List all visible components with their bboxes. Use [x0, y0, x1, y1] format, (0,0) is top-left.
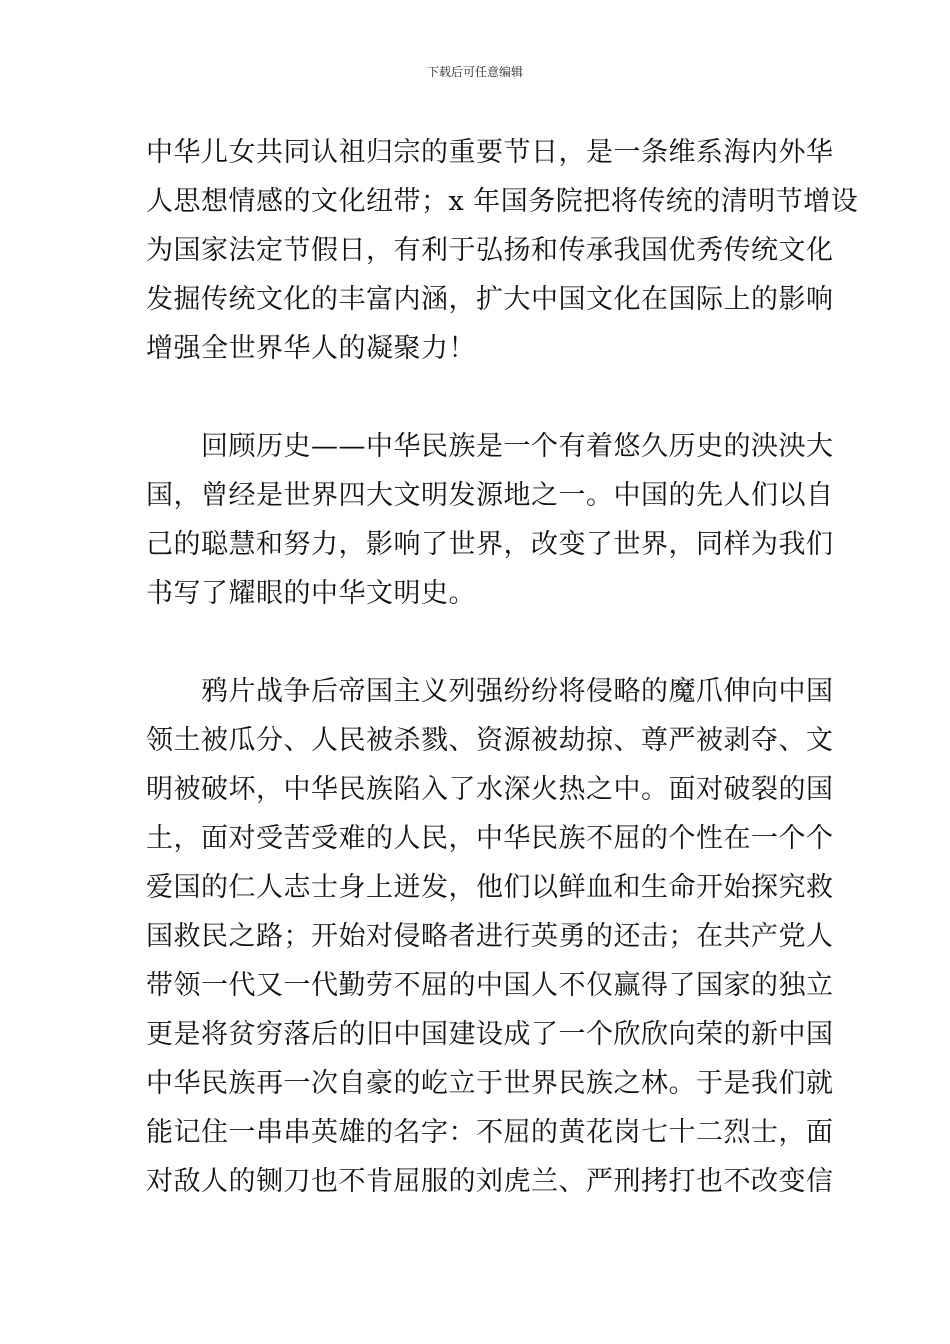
- text-line: 爱国的仁人志士身上迸发，他们以鲜血和生命开始探究救: [146, 872, 834, 903]
- text-line: 鸦片战争后帝国主义列强纷纷将侵略的魔爪伸向中国: [146, 676, 834, 707]
- text-line: 更是将贫穷落后的旧中国建设成了一个欣欣向荣的新中国: [146, 1019, 834, 1050]
- paragraph-3: [146, 667, 834, 1206]
- page-header: 下载后可任意编辑: [426, 65, 523, 79]
- text-line: 明被破坏，中华民族陷入了水深火热之中。面对破裂的国: [146, 774, 834, 805]
- text-line: 书写了耀眼的中华文明史。: [146, 578, 476, 609]
- text-line: 中华儿女共同认祖归宗的重要节日，是一条维系海内外华: [146, 137, 834, 168]
- text-line: 土，面对受苦受难的人民，中华民族不屈的个性在一个个: [146, 823, 834, 854]
- paragraph-spacer: [146, 618, 810, 667]
- text-line: 增强全世界华人的凝聚力！: [146, 333, 476, 364]
- text-line: 己的聪慧和努力，影响了世界，改变了世界，同样为我们: [146, 529, 834, 560]
- text-line: 国，曾经是世界四大文明发源地之一。中国的先人们以自: [146, 480, 834, 511]
- paragraph-spacer: [146, 373, 810, 422]
- paragraph-1: [146, 128, 859, 373]
- text-line: 能记住一串串英雄的名字：不屈的黄花岗七十二烈士，面: [146, 1117, 834, 1148]
- text-line: 回顾历史——中华民族是一个有着悠久历史的泱泱大: [146, 431, 834, 462]
- paragraph-2: [146, 422, 834, 618]
- text-line: 领土被瓜分、人民被杀戮、资源被劫掠、尊严被剥夺、文: [146, 725, 834, 756]
- text-line: 人思想情感的文化纽带；x 年国务院把将传统的清明节增设: [146, 186, 859, 217]
- text-line: 中华民族再一次自豪的屹立于世界民族之林。于是我们就: [146, 1068, 834, 1099]
- text-line: 对敌人的铡刀也不肯屈服的刘虎兰、严刑拷打也不改变信: [146, 1166, 834, 1197]
- text-line: 发掘传统文化的丰富内涵，扩大中国文化在国际上的影响: [146, 284, 834, 315]
- text-line: 为国家法定节假日，有利于弘扬和传承我国优秀传统文化: [146, 235, 834, 266]
- text-line: 国救民之路；开始对侵略者进行英勇的还击；在共产党人: [146, 921, 834, 952]
- text-line: 带领一代又一代勤劳不屈的中国人不仅赢得了国家的独立: [146, 970, 834, 1001]
- document-body: [146, 128, 859, 1206]
